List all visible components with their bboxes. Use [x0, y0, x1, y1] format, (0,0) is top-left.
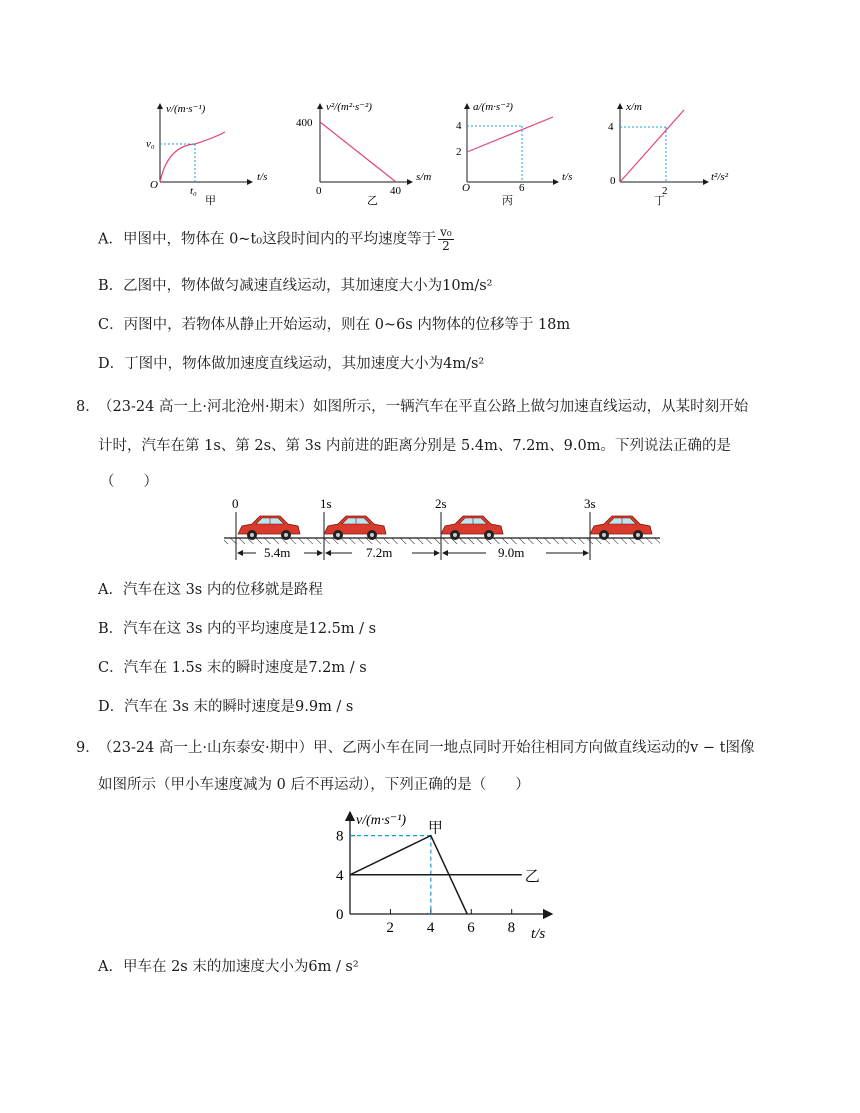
q8-option-a: A．汽车在这 3s 内的位移就是路程	[98, 582, 323, 598]
yi-caption: 乙	[367, 195, 378, 207]
q7-graphs	[140, 98, 740, 210]
graph-yi	[296, 101, 431, 207]
chart-ylabel: v/(m·s⁻¹)	[356, 813, 407, 828]
q8-option-b: B．汽车在这 3s 内的平均速度是12.5m / s	[98, 621, 377, 637]
jia-curve	[160, 132, 225, 182]
graph-bing	[456, 101, 572, 207]
q8-answer-paren: （ ）	[100, 474, 158, 490]
y-tick-label: 4	[336, 867, 344, 884]
bing-line	[467, 117, 553, 152]
ding-origin: 0	[610, 175, 616, 187]
q9-vt-chart	[320, 808, 560, 944]
car-icon	[441, 516, 503, 540]
ding-line	[620, 110, 684, 182]
bing-ylabel: a/(m·s⁻²)	[473, 101, 513, 113]
ding-xtick: 2	[662, 185, 668, 197]
q9-stem-line1: （23-24 高一上·山东泰安·期中）甲、乙两小车在同一地点同时开始往相同方向做直线运动的v − t图像	[98, 740, 755, 756]
yi-ylabel: v²/(m²·s⁻²)	[326, 101, 372, 113]
distance-label-2: 7.2m	[366, 545, 393, 560]
q8-road-figure	[220, 494, 665, 564]
distance-label-1: 5.4m	[264, 545, 291, 560]
bing-xlabel: t/s	[562, 171, 573, 183]
q8-stem-line2: 计时，汽车在第 1s、第 2s、第 3s 内前进的距离分别是 5.4m、7.2m、9.0m。下列说法正确的是	[98, 438, 731, 454]
series-label-yi: 乙	[524, 868, 540, 885]
q9-option-a: A．甲车在 2s 末的加速度大小为6m / s²	[98, 959, 359, 975]
jia-xlabel: t/s	[257, 171, 268, 183]
bing-origin: O	[462, 182, 470, 194]
ding-xlabel: t²/s²	[711, 171, 728, 183]
fraction-denominator: 2	[442, 239, 450, 253]
time-label-1: 1s	[320, 496, 332, 511]
car-icon	[238, 516, 300, 540]
x-tick-label: 8	[507, 920, 516, 936]
x-tick-label: 6	[467, 920, 475, 936]
x-tick-label: 2	[386, 920, 394, 936]
ding-ylabel: x/m	[626, 101, 642, 113]
yi-origin: 0	[316, 185, 322, 197]
ding-ytick: 4	[608, 121, 614, 133]
jia-ytick: v₀	[146, 138, 155, 150]
car-icon	[324, 516, 386, 540]
y-tick-label: 8	[336, 828, 344, 845]
series-label-jia: 甲	[427, 820, 443, 837]
q7-option-a	[98, 226, 454, 253]
distance-label-3: 9.0m	[498, 545, 525, 560]
car-icon	[590, 516, 652, 540]
jia-caption: 甲	[205, 195, 216, 207]
yi-ytick: 400	[296, 117, 313, 129]
fraction-numerator: v₀	[440, 225, 452, 239]
time-label-0: 0	[232, 496, 239, 511]
jia-xtick: t₀	[190, 185, 197, 197]
q7-option-d: D．丁图中，物体做加速度直线运动，其加速度大小为4m/s²	[98, 356, 485, 372]
q8-number: 8．	[76, 399, 100, 415]
q9-number: 9．	[76, 740, 100, 756]
q7-option-a-text: A．甲图中，物体在 0~t₀这段时间内的平均速度等于	[98, 231, 437, 248]
q8-option-c: C．汽车在 1.5s 末的瞬时速度是7.2m / s	[98, 660, 367, 676]
yi-line	[320, 122, 396, 182]
q7-option-c: C．丙图中，若物体从静止开始运动，则在 0~6s 内物体的位移等于 18m	[98, 317, 571, 333]
q7-option-b: B．乙图中，物体做匀减速直线运动，其加速度大小为10m/s²	[98, 278, 493, 294]
ding-caption: 丁	[654, 195, 665, 207]
q8-stem-line1: （23-24 高一上·河北沧州·期末）如图所示，一辆汽车在平直公路上做匀加速直线运动，从某时刻开始	[98, 399, 749, 415]
q9-stem-line2: 如图所示（甲小车速度减为 0 后不再运动），下列正确的是（ ）	[98, 777, 530, 793]
chart-xlabel: t/s	[531, 926, 546, 942]
jia-origin: O	[150, 179, 158, 191]
time-label-3: 3s	[584, 496, 596, 511]
jia-ylabel: v/(m·s⁻¹)	[166, 103, 206, 115]
y-tick-label: 0	[336, 907, 344, 923]
bing-xtick: 6	[519, 182, 525, 194]
bing-ytick-bottom: 2	[456, 146, 462, 158]
time-label-2: 2s	[435, 496, 447, 511]
yi-xtick: 40	[390, 185, 401, 197]
graph-ding	[608, 101, 729, 207]
x-tick-label: 4	[426, 920, 435, 936]
bing-caption: 丙	[502, 195, 513, 207]
bing-ytick-top: 4	[456, 120, 462, 132]
yi-xlabel: s/m	[416, 171, 432, 183]
road-hatch	[224, 538, 660, 544]
q7-option-a-fraction	[438, 226, 454, 253]
graph-jia	[146, 103, 267, 207]
q8-option-d: D．汽车在 3s 末的瞬时速度是9.9m / s	[98, 699, 354, 715]
